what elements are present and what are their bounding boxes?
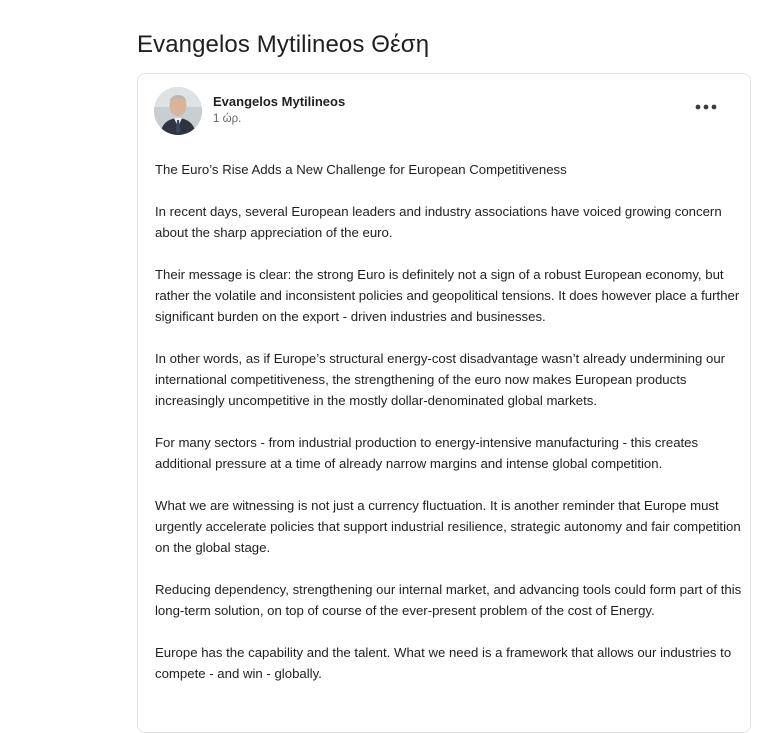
more-options-button[interactable] bbox=[690, 98, 722, 116]
author-avatar[interactable] bbox=[154, 87, 202, 135]
profile-photo bbox=[154, 87, 202, 135]
page-title: Evangelos Mytilineos Θέση bbox=[137, 31, 430, 58]
post-paragraph-headline: The Euro’s Rise Adds a New Challenge for European Competitiveness bbox=[155, 162, 567, 177]
post-paragraph: In other words, as if Europe’s structural energy-cost disadvantage wasn’t already undermining our international competitiveness, the strengthening of the euro now makes European products increasingly uncompetitive in the mostly dollar-denominated global markets. bbox=[155, 351, 726, 408]
post-timestamp: 1 ώρ. bbox=[213, 113, 242, 125]
post-paragraph: Europe has the capability and the talent. What we need is a framework that allows our industries to compete - and win - globally. bbox=[155, 645, 732, 681]
post-paragraph: For many sectors - from industrial production to energy-intensive manufacturing - this creates additional pressure at a time of already narrow margins and intense global competition. bbox=[155, 435, 699, 471]
post-paragraph: What we are witnessing is not just a currency fluctuation. It is another reminder that Europe must urgently accelerate policies that support industrial resilience, strategic autonomy and fair competition on the global stage. bbox=[155, 498, 741, 555]
post-paragraph: In recent days, several European leaders and industry associations have voiced growing concern about the sharp appreciation of the euro. bbox=[155, 204, 722, 240]
post-paragraph: Reducing dependency, strengthening our internal market, and advancing tools could form part of this long-term solution, on top of course of the ever-present problem of the cost of Energy. bbox=[155, 582, 742, 618]
post-card bbox=[137, 73, 751, 733]
post-body bbox=[155, 159, 743, 705]
post-paragraph: Their message is clear: the strong Euro is definitely not a sign of a robust European economy, but rather the volatile and inconsistent policies and geopolitical tensions. It does however place a further significant burden on the export - driven industries and businesses. bbox=[155, 267, 740, 324]
more-options-icon bbox=[695, 104, 717, 110]
author-name[interactable]: Evangelos Mytilineos bbox=[213, 94, 346, 109]
